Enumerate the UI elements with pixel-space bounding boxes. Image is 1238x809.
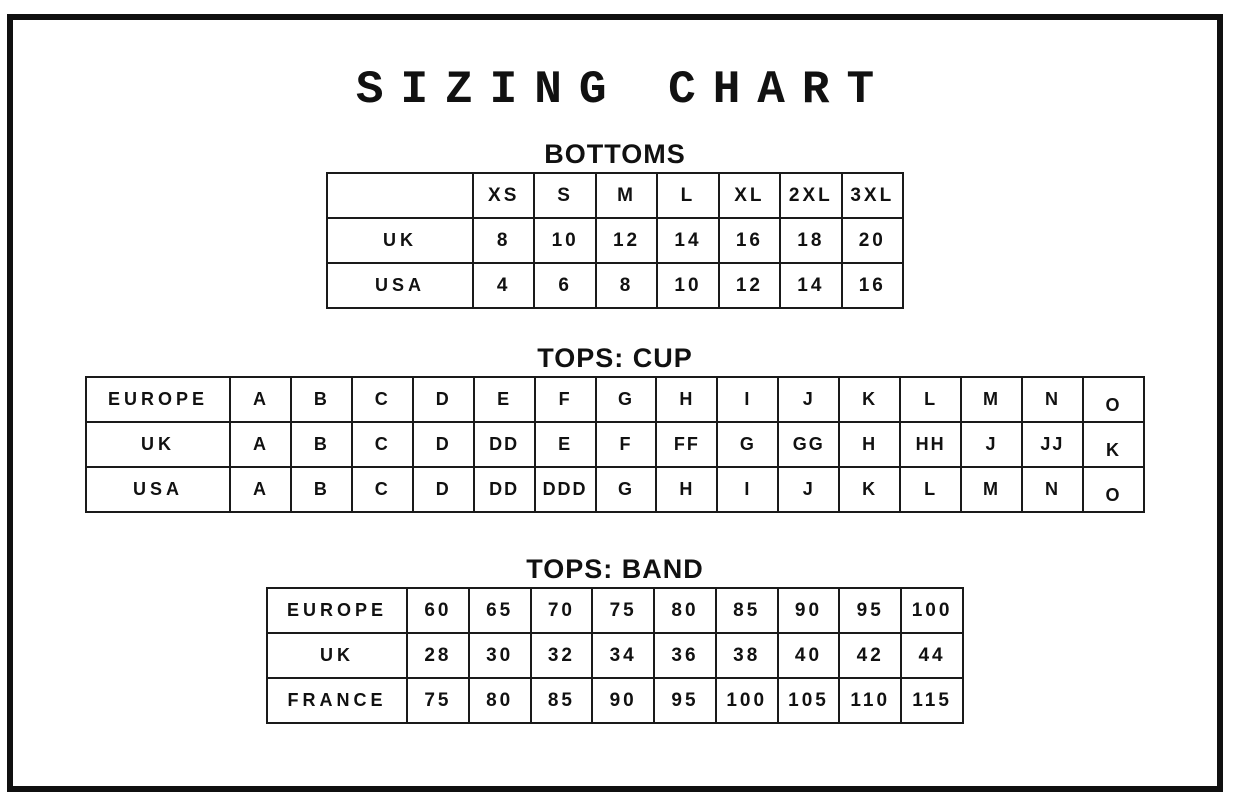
table-cell: F <box>596 422 657 467</box>
table-cell: DD <box>474 422 535 467</box>
table-cell: S <box>534 173 595 218</box>
table-cell: K <box>1083 422 1144 467</box>
table-cell: 85 <box>716 588 778 633</box>
table-cell: 8 <box>596 263 657 308</box>
table-cell: 85 <box>531 678 593 723</box>
table-cell: 90 <box>778 588 840 633</box>
table-cell: C <box>352 377 413 422</box>
table-cell: F <box>535 377 596 422</box>
table-cell: 65 <box>469 588 531 633</box>
table-cell: 10 <box>657 263 718 308</box>
table-cell: H <box>839 422 900 467</box>
table-cell: K <box>839 467 900 512</box>
page-frame <box>7 14 1223 792</box>
section-heading-bottoms: BOTTOMS <box>544 139 686 169</box>
table-cell: 70 <box>531 588 593 633</box>
row-header-cell: UK <box>327 218 473 263</box>
table-cell: 100 <box>901 588 963 633</box>
row-header-cell: USA <box>86 467 230 512</box>
table-cell: L <box>900 467 961 512</box>
table-cell: M <box>596 173 657 218</box>
table-cell: M <box>961 467 1022 512</box>
table-cell: M <box>961 377 1022 422</box>
table-cell: B <box>291 467 352 512</box>
table-cell: FF <box>656 422 717 467</box>
table-cell: 12 <box>719 263 780 308</box>
table-cell: 16 <box>719 218 780 263</box>
section-bottoms <box>326 114 904 309</box>
table-cell: D <box>413 377 474 422</box>
table-cell: D <box>413 422 474 467</box>
table-cell: 12 <box>596 218 657 263</box>
tops-cup-size-table <box>85 376 1145 513</box>
row-header-cell: EUROPE <box>267 588 407 633</box>
table-cell: C <box>352 422 413 467</box>
table-cell: 30 <box>469 633 531 678</box>
row-header-cell: FRANCE <box>267 678 407 723</box>
table-row <box>267 678 963 723</box>
table-cell: 42 <box>839 633 901 678</box>
table-cell: 95 <box>654 678 716 723</box>
table-cell: G <box>596 467 657 512</box>
table-cell: E <box>535 422 596 467</box>
table-cell: G <box>717 422 778 467</box>
table-cell: 32 <box>531 633 593 678</box>
table-cell: 18 <box>780 218 841 263</box>
table-cell: 3XL <box>842 173 903 218</box>
table-cell: A <box>230 422 291 467</box>
section-heading-tops-cup: TOPS: CUP <box>537 343 693 373</box>
table-cell: 16 <box>842 263 903 308</box>
table-cell: 80 <box>469 678 531 723</box>
table-cell: D <box>413 467 474 512</box>
table-cell: N <box>1022 467 1083 512</box>
table-row <box>86 422 1144 467</box>
section-tops-cup <box>85 309 1145 513</box>
row-header-cell: EUROPE <box>86 377 230 422</box>
table-cell: 75 <box>592 588 654 633</box>
table-cell: O <box>1083 467 1144 512</box>
table-cell: 38 <box>716 633 778 678</box>
table-cell: GG <box>778 422 839 467</box>
table-cell: JJ <box>1022 422 1083 467</box>
row-header-cell <box>327 173 473 218</box>
table-cell: 14 <box>657 218 718 263</box>
table-cell: B <box>291 377 352 422</box>
table-cell: XS <box>473 173 534 218</box>
table-row <box>86 377 1144 422</box>
section-heading-tops-band: TOPS: BAND <box>526 554 704 584</box>
table-cell: C <box>352 467 413 512</box>
table-cell: N <box>1022 377 1083 422</box>
page-title: SIZING CHART <box>355 64 892 116</box>
table-cell: 90 <box>592 678 654 723</box>
table-cell: 95 <box>839 588 901 633</box>
table-cell: 6 <box>534 263 595 308</box>
table-cell: I <box>717 377 778 422</box>
table-row <box>327 173 903 218</box>
table-row <box>327 218 903 263</box>
table-row <box>86 467 1144 512</box>
table-cell: HH <box>900 422 961 467</box>
table-cell: 60 <box>407 588 469 633</box>
table-cell: H <box>656 377 717 422</box>
table-cell: J <box>778 467 839 512</box>
table-cell: O <box>1083 377 1144 422</box>
table-cell: G <box>596 377 657 422</box>
table-cell: 4 <box>473 263 534 308</box>
table-cell: 14 <box>780 263 841 308</box>
table-cell: DDD <box>535 467 596 512</box>
table-cell: XL <box>719 173 780 218</box>
table-cell: E <box>474 377 535 422</box>
row-header-cell: UK <box>267 633 407 678</box>
table-cell: B <box>291 422 352 467</box>
table-cell: L <box>900 377 961 422</box>
table-cell: DD <box>474 467 535 512</box>
table-cell: K <box>839 377 900 422</box>
table-cell: 110 <box>839 678 901 723</box>
table-cell: L <box>657 173 718 218</box>
table-row <box>267 633 963 678</box>
table-cell: A <box>230 377 291 422</box>
table-cell: 105 <box>778 678 840 723</box>
table-cell: 75 <box>407 678 469 723</box>
table-cell: 80 <box>654 588 716 633</box>
table-cell: 36 <box>654 633 716 678</box>
tops-band-size-table <box>266 587 964 724</box>
table-cell: H <box>656 467 717 512</box>
table-cell: 2XL <box>780 173 841 218</box>
table-cell: 8 <box>473 218 534 263</box>
bottoms-size-table <box>326 172 904 309</box>
table-cell: 28 <box>407 633 469 678</box>
table-cell: A <box>230 467 291 512</box>
table-cell: 20 <box>842 218 903 263</box>
section-tops-band <box>266 513 964 724</box>
table-cell: 10 <box>534 218 595 263</box>
table-cell: J <box>778 377 839 422</box>
table-cell: 40 <box>778 633 840 678</box>
table-cell: I <box>717 467 778 512</box>
row-header-cell: USA <box>327 263 473 308</box>
table-cell: 115 <box>901 678 963 723</box>
table-row <box>327 263 903 308</box>
table-cell: J <box>961 422 1022 467</box>
table-cell: 34 <box>592 633 654 678</box>
table-cell: 44 <box>901 633 963 678</box>
row-header-cell: UK <box>86 422 230 467</box>
table-row <box>267 588 963 633</box>
table-cell: 100 <box>716 678 778 723</box>
